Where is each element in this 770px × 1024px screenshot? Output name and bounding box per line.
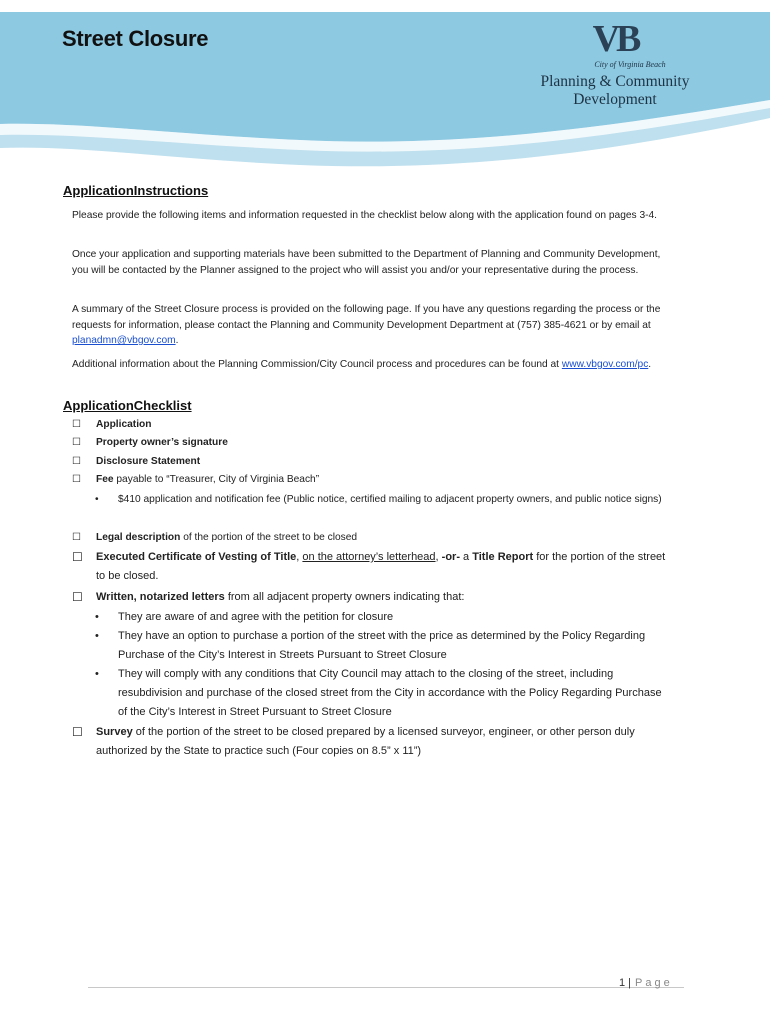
email-link[interactable]: planadmn@vbgov.com (72, 335, 176, 346)
checkbox-icon[interactable]: ☐ (72, 437, 81, 448)
page-footer (619, 977, 673, 989)
logo-city: City of Virginia Beach (594, 60, 666, 69)
bullet-icon: • (95, 611, 99, 623)
footer-divider (88, 987, 684, 988)
page-label: Page (635, 977, 673, 989)
bullet-icon: • (95, 494, 99, 505)
checkbox-icon[interactable]: ☐ (72, 456, 81, 467)
instructions-heading: ApplicationInstructions (63, 183, 209, 198)
instructions-paragraph-1: Please provide the following items and information requested in the checklist below along with the application found on pages 3-4. (72, 210, 658, 221)
checkbox-icon[interactable]: ☐ (72, 474, 81, 485)
checkbox-icon[interactable]: ☐ (72, 590, 83, 604)
bullet-icon: • (95, 630, 99, 642)
checkbox-icon[interactable]: ☐ (72, 725, 83, 739)
website-link[interactable]: www.vbgov.com/pc (561, 359, 649, 370)
logo-department-line1: Planning & Community (540, 73, 690, 90)
page-title: Street Closure (62, 26, 209, 51)
logo-mark: VB (592, 18, 638, 60)
instructions-paragraph-2: Once your application and supporting materials have been submitted to the Department of Planning and Community Development, you will be contacted by the Planner assigned to the project who will assist you and/or your representative during the process. (72, 249, 661, 276)
vb-logo (530, 20, 700, 109)
checkbox-icon[interactable]: ☐ (72, 419, 81, 430)
bullet-icon: • (95, 668, 99, 680)
checkbox-icon[interactable]: ☐ (72, 550, 83, 564)
checklist-heading: ApplicationChecklist (63, 398, 192, 413)
checkbox-icon[interactable]: ☐ (72, 532, 81, 543)
instructions-paragraph-4: Additional information about the Planning Commission/City Council process and procedures can be found at www.vbgov.com/pc. (72, 359, 652, 370)
instructions-paragraph-3: A summary of the Street Closure process is provided on the following page. If you have any questions regarding the process or the requests for information, please contact the Planning and Community Development Department at (757) 385-4621 or by email at planadmn@vbgov.com. (72, 304, 661, 346)
page-number: 1 | (619, 977, 632, 989)
logo-department-line2: Development (573, 91, 657, 108)
